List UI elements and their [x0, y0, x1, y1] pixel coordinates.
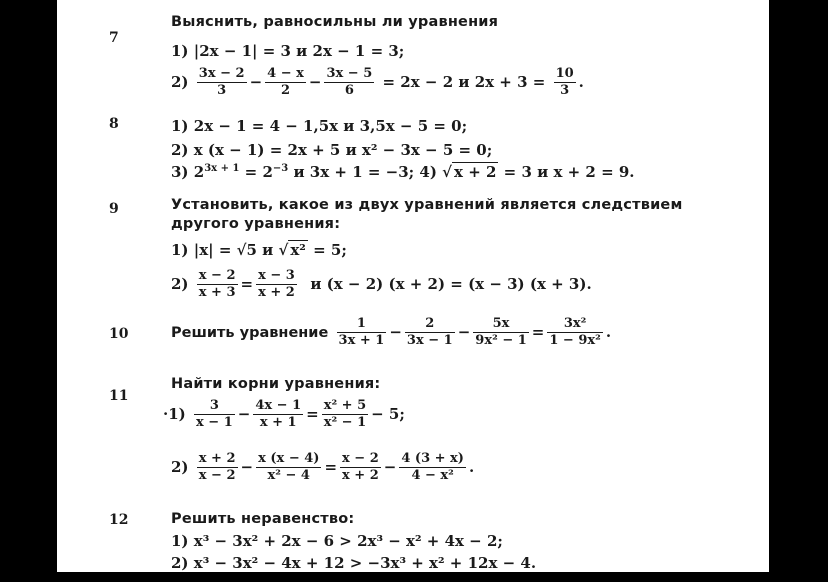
fraction [473, 316, 528, 350]
numerator: 3 [194, 398, 235, 415]
fraction [197, 268, 238, 302]
denominator: x + 1 [259, 415, 297, 431]
denominator: x + 3 [198, 285, 236, 301]
numerator: x² + 5 [322, 398, 368, 415]
denominator: 4 − x² [411, 468, 454, 484]
equation-text: 1) |x| = √5 и √ [171, 241, 289, 259]
denominator: x + 2 [342, 468, 379, 484]
fraction [253, 398, 303, 432]
fraction [265, 66, 306, 100]
fraction [197, 451, 238, 485]
denominator: 3x − 1 [406, 333, 453, 349]
textbook-page [57, 0, 769, 572]
numerator: 5x [473, 316, 528, 333]
equation-text: = 2x − 2 и 2x + 3 = [382, 72, 546, 91]
denominator: x² − 4 [267, 468, 310, 484]
fraction [256, 451, 321, 485]
equation-line: 2) $\frac{x + 2}{x - 2}$ − $\frac{x (x - 4)}{\text{x² − 4}}$ = $\frac{x - 2}{x + 2}$ − $\frac{4 (3 + x)}{\text{4 − x²}}$ . [171, 451, 475, 484]
equation-text: = 5; [307, 241, 347, 259]
numerator: 2 [405, 316, 455, 333]
item-label: 2) [171, 72, 189, 91]
inequality-line: 2) x³ − 3x² − 4x + 12 > −3x³ + x² + 12x − 4. [171, 554, 537, 572]
item-label: ·1) [163, 404, 186, 423]
numerator: 3x − 2 [197, 66, 247, 83]
denominator: 3 [217, 83, 227, 99]
fraction [322, 398, 368, 432]
task-heading: Решить уравнение [171, 324, 329, 341]
fraction [197, 66, 247, 100]
bottom-bar [0, 572, 828, 582]
numerator: 1 [337, 316, 387, 333]
denominator: 2 [281, 83, 291, 99]
equation-text: = 2 [239, 163, 273, 181]
denominator: x − 2 [198, 468, 236, 484]
numerator: x (x − 4) [256, 451, 321, 468]
task-heading: Найти корни уравнения: [171, 376, 381, 392]
equation-text: = 3 и x + 2 = 9. [498, 163, 635, 181]
task-number: 11 [109, 388, 129, 404]
equation-line: 2) x (x − 1) = 2x + 5 и x² − 3x − 5 = 0; [171, 141, 493, 159]
equation-line: 1) |2x − 1| = 3 и 2x − 1 = 3; [171, 42, 405, 60]
task-number: 12 [109, 512, 129, 528]
equation-line: Решить уравнение $\frac{1}{3x + 1}$ − $\frac{2}{3x - 1}$ − $\frac{5x}{\text{9x² − 1}}$ = $\frac{\text{3x²}}{\text{1 − 9x²}}$ . [171, 316, 612, 349]
equation-text: и 3x + 1 = −3; 4) √ [288, 163, 453, 181]
fraction [337, 316, 387, 350]
inequality-line: 1) x³ − 3x² + 2x − 6 > 2x³ − x² + 4x − 2; [171, 532, 503, 550]
numerator: 4 − x [265, 66, 306, 83]
denominator: 3x + 1 [338, 333, 385, 349]
fraction [194, 398, 235, 432]
item-label: 2) [171, 274, 189, 293]
exponent: −3 [272, 163, 289, 174]
task-number: 9 [109, 201, 119, 217]
task-heading: другого уравнения: [171, 216, 341, 232]
task-number: 7 [109, 30, 119, 46]
fraction [554, 66, 576, 100]
denominator: 1 − 9x² [549, 333, 601, 349]
fraction [340, 451, 381, 485]
denominator: x + 2 [258, 285, 295, 301]
numerator: 3x² [547, 316, 602, 333]
numerator: x − 2 [340, 451, 381, 468]
denominator: x² − 1 [323, 415, 367, 431]
radicand: x² [290, 241, 306, 259]
task-heading: Выяснить, равносильны ли уравнения [171, 14, 499, 30]
item-label: 2) [171, 457, 189, 476]
numerator: x − 2 [197, 268, 238, 285]
equation-text: 3) 2 [171, 163, 205, 181]
equation-text: − 5; [371, 404, 405, 423]
fraction [256, 268, 297, 302]
numerator: 4x − 1 [253, 398, 303, 415]
task-heading: Решить неравенство: [171, 511, 355, 527]
task-number: 10 [109, 326, 129, 342]
numerator: 10 [554, 66, 576, 83]
denominator: x − 1 [196, 415, 233, 431]
denominator: 6 [344, 83, 354, 99]
numerator: x + 2 [197, 451, 238, 468]
equation-line: 2) $\frac{3x - 2}{3}$ − $\frac{4 - x}{2}$ − $\frac{3x - 5}{6}$ = 2x − 2 и 2x + 3 = $\frac{10}{3}$ . [171, 66, 584, 99]
denominator: 9x² − 1 [475, 333, 527, 349]
equation-text: и (x − 2) (x + 2) = (x − 3) (x + 3). [310, 274, 592, 293]
exponent: 3x + 1 [204, 163, 240, 174]
equation-line: 1) 2x − 1 = 4 − 1,5x и 3,5x − 5 = 0; [171, 117, 468, 135]
task-number: 8 [109, 116, 119, 132]
numerator: x − 3 [256, 268, 297, 285]
fraction [324, 66, 374, 100]
numerator: 3x − 5 [324, 66, 374, 83]
equation-line [171, 241, 347, 259]
numerator: 4 (3 + x) [399, 451, 466, 468]
denominator: 3 [560, 83, 570, 99]
equation-line: 2) $\frac{x - 2}{x + 3}$ = $\frac{x - 3}{x + 2}$ и (x − 2) (x + 2) = (x − 3) (x + 3). [171, 268, 592, 301]
fraction [547, 316, 602, 350]
fraction [405, 316, 455, 350]
radicand: x + 2 [454, 163, 497, 181]
task-heading: Установить, какое из двух уравнений является следствием [171, 197, 683, 213]
fraction [399, 451, 466, 485]
equation-line: ·1) $\frac{3}{x - 1}$ − $\frac{4x - 1}{x + 1}$ = $\frac{\text{x² + 5}}{\text{x² − 1}}$ − 5; [163, 398, 405, 431]
equation-line [171, 163, 635, 181]
